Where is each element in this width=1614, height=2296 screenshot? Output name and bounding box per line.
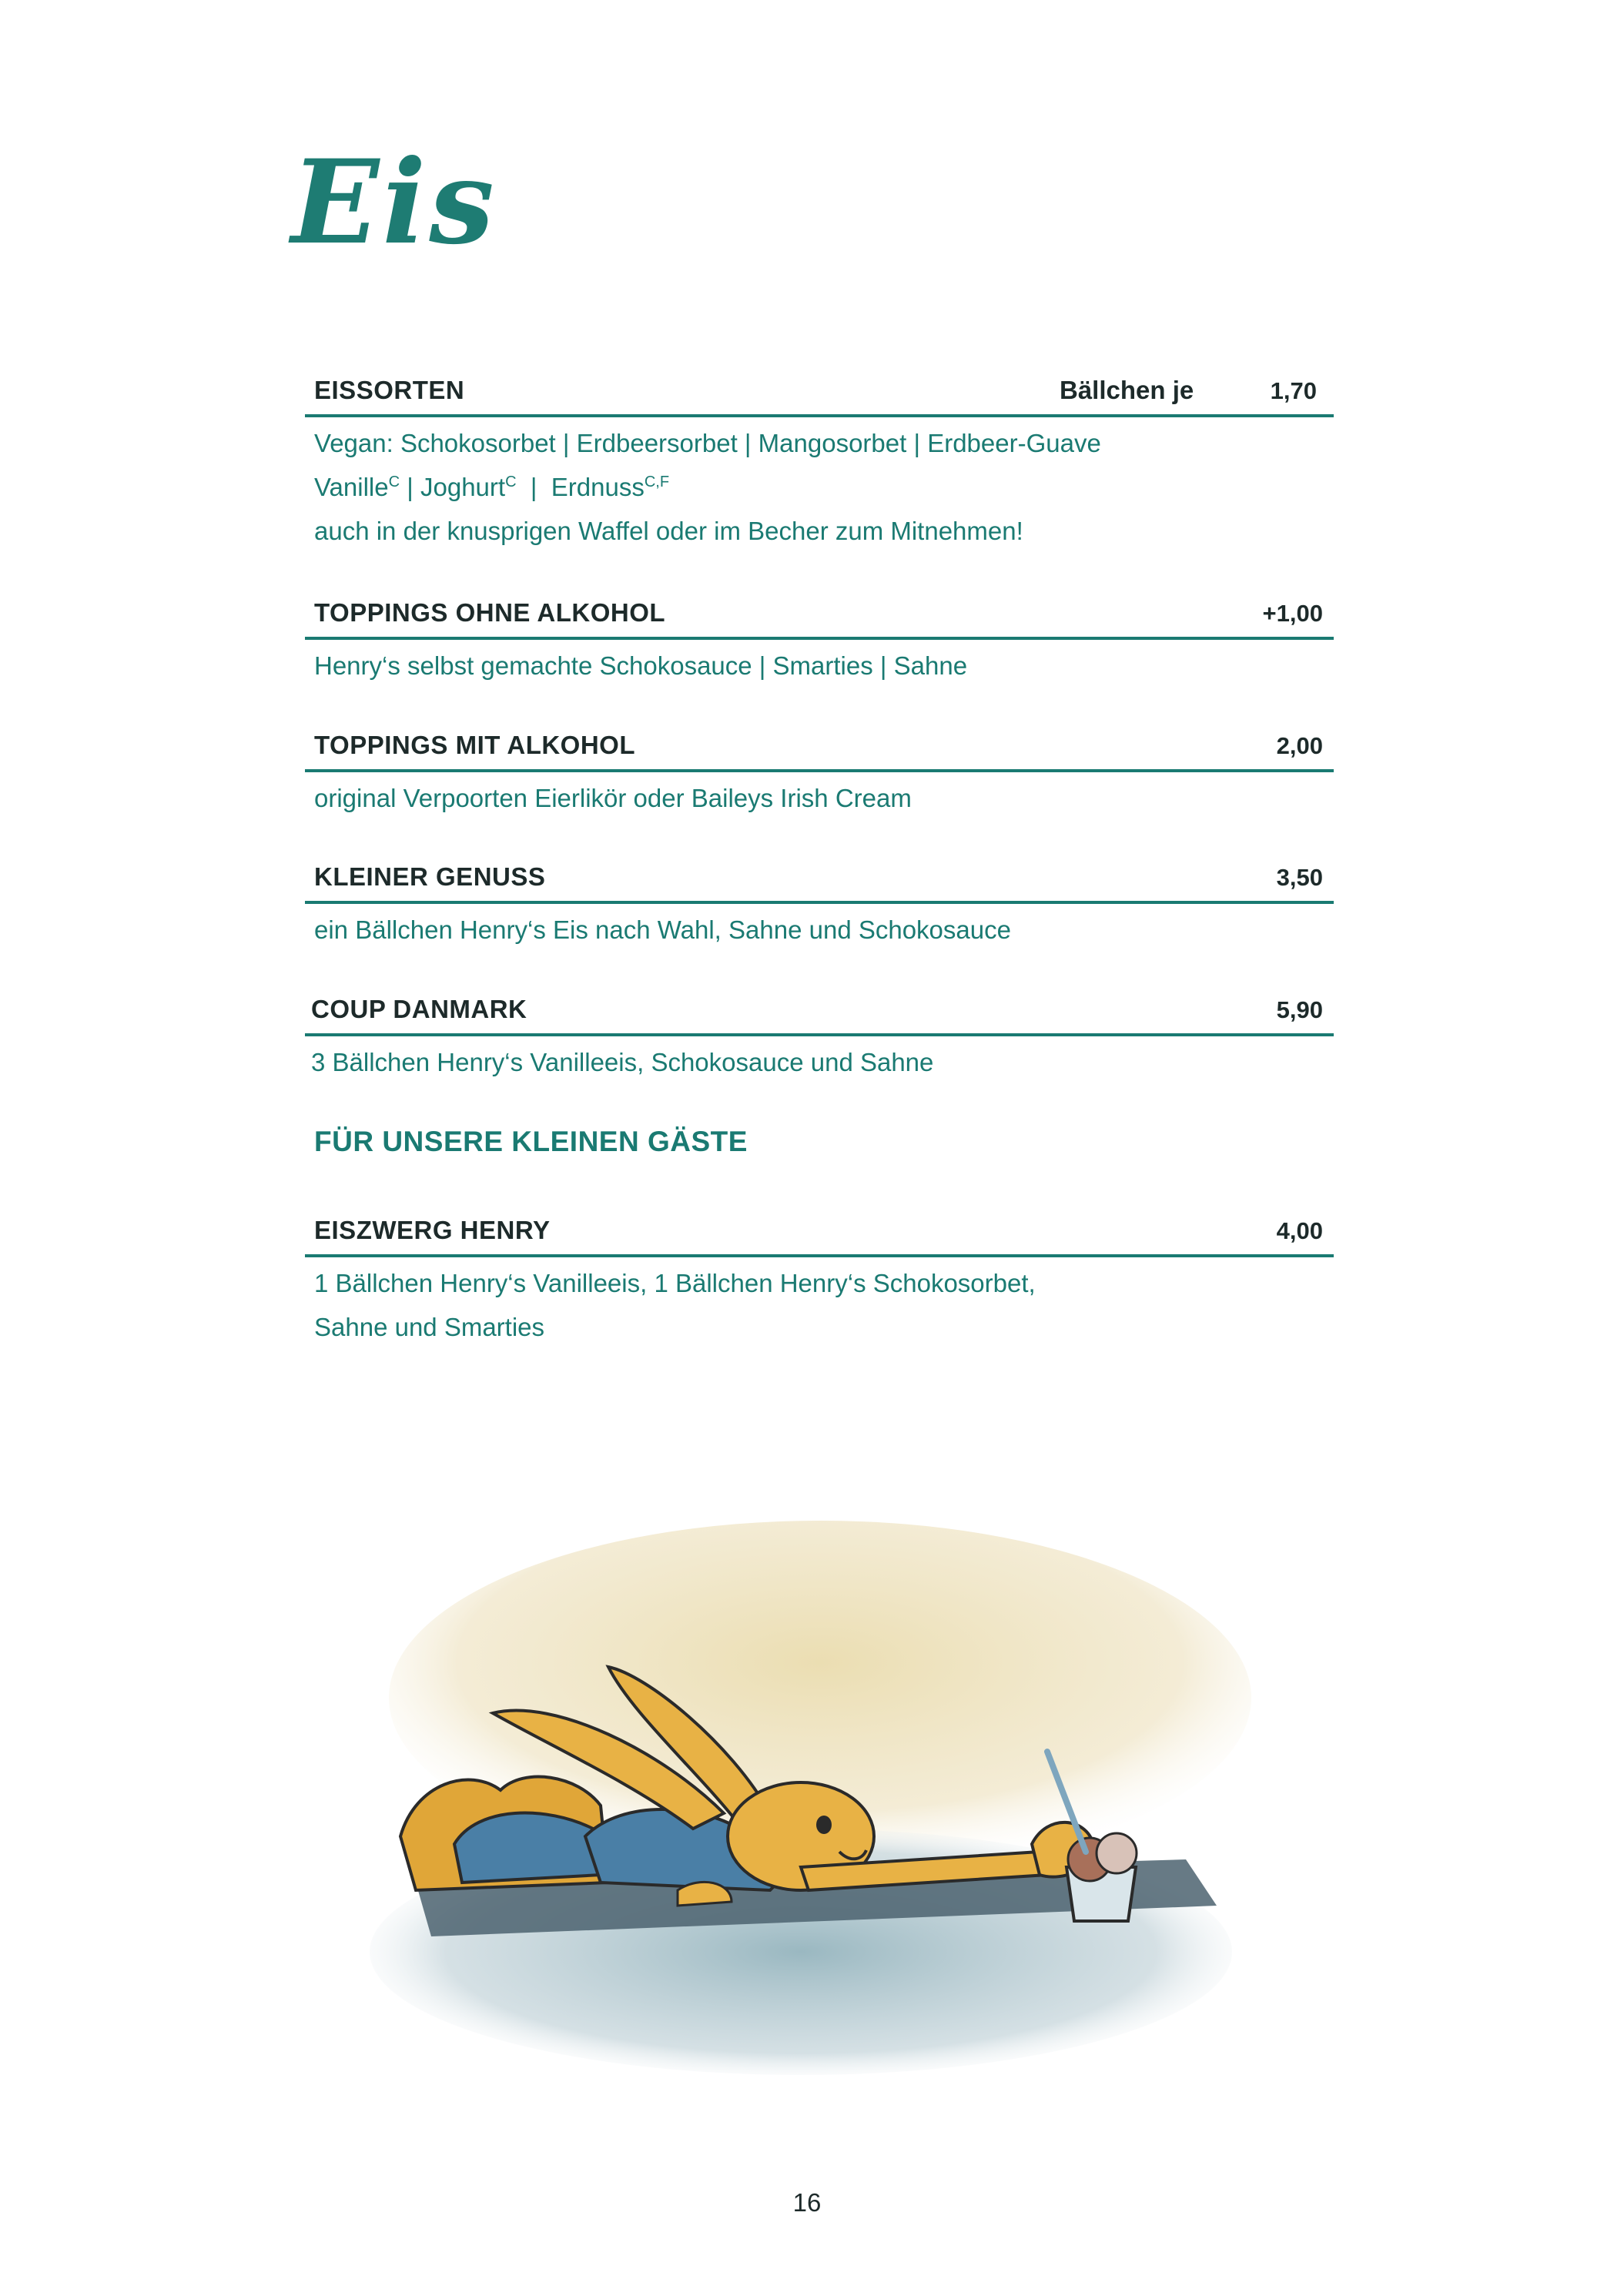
item-description: original Verpoorten Eierlikör oder Baileys Irish Cream (314, 784, 912, 812)
section-header (305, 594, 1334, 640)
item-description: ein Bällchen Henry‘s Eis nach Wahl, Sahne und Schokosauce (314, 915, 1011, 944)
kids-section-heading: FÜR UNSERE KLEINEN GÄSTE (314, 1126, 748, 1157)
unit-label: Bällchen je (1060, 376, 1194, 404)
menu-section-eissorten (305, 371, 1334, 549)
ice-cream-scoop-light (1097, 1833, 1137, 1873)
item-name: EISZWERG HENRY (314, 1216, 551, 1244)
rabbit-with-ice-cream-cup-illustration (370, 1521, 1271, 2075)
rabbit-eye (816, 1816, 832, 1834)
item-price: 3,50 (1276, 864, 1323, 891)
item-price: 5,90 (1276, 996, 1323, 1023)
description-flavors-allergens (305, 469, 1334, 505)
item-description: 3 Bällchen Henry‘s Vanilleeis, Schokosauce und Sahne (311, 1048, 934, 1076)
item-description-line: 1 Bällchen Henry‘s Vanilleeis, 1 Bällchen Henry‘s Schokosorbet, (314, 1269, 1036, 1297)
allergen-mark: C,F (644, 474, 670, 490)
item-name: EISSORTEN (314, 376, 465, 404)
menu-section-eiszwerg-henry (305, 1211, 1334, 1345)
item-price: 2,00 (1276, 732, 1323, 759)
allergen-mark: C (505, 474, 517, 490)
item-price: 4,00 (1276, 1217, 1323, 1244)
page-number: 16 (792, 2188, 822, 2217)
item-name: TOPPINGS OHNE ALKOHOL (314, 598, 666, 627)
flavor-joghurt: Joghurt (420, 473, 506, 501)
menu-section-kleiner-genuss (305, 858, 1334, 948)
section-header (305, 858, 1334, 904)
item-name: KLEINER GENUSS (314, 862, 546, 891)
menu-section-toppings-mit-alkohol (305, 726, 1334, 816)
item-name: COUP DANMARK (311, 995, 527, 1023)
separator: | (400, 473, 420, 501)
item-price: 1,70 (1270, 377, 1317, 404)
page-title: Eis (291, 135, 497, 270)
section-header (305, 1211, 1334, 1257)
menu-section-toppings-ohne-alkohol (305, 594, 1334, 684)
section-header (305, 726, 1334, 772)
description-vegan-flavors: Vegan: Schokosorbet | Erdbeersorbet | Mangosorbet | Erdbeer-Guave (314, 429, 1101, 457)
flavor-vanille: Vanille (314, 473, 389, 501)
description-waffel: auch in der knusprigen Waffel oder im Becher zum Mitnehmen! (314, 517, 1023, 545)
item-name: TOPPINGS MIT ALKOHOL (314, 731, 636, 759)
flavor-erdnuss: Erdnuss (551, 473, 645, 501)
menu-section-coup-danmark (305, 990, 1334, 1080)
item-description-line: Sahne und Smarties (314, 1313, 545, 1341)
section-header (305, 990, 1334, 1036)
item-price: +1,00 (1262, 600, 1323, 627)
section-header (305, 371, 1334, 417)
allergen-mark: C (388, 474, 400, 490)
item-description: Henry‘s selbst gemachte Schokosauce | Smarties | Sahne (314, 651, 968, 680)
separator: | (516, 473, 551, 501)
rabbit-pants (454, 1813, 601, 1883)
